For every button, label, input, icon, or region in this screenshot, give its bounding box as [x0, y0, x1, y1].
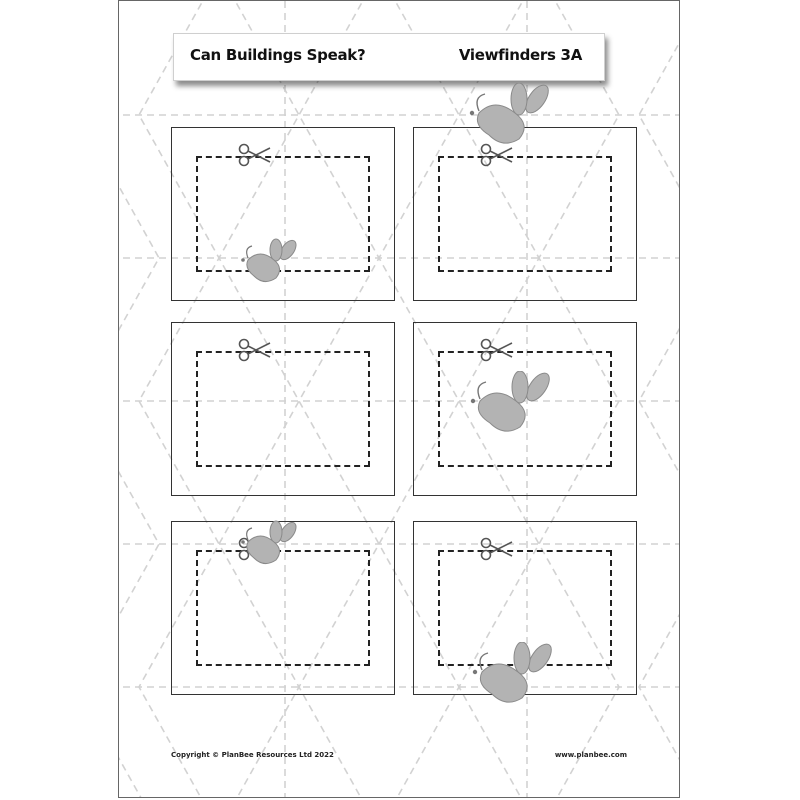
worksheet-title: Can Buildings Speak?	[190, 46, 366, 64]
viewfinder-card-4	[413, 322, 637, 496]
viewfinder-card-5	[171, 521, 395, 695]
bee-icon	[468, 642, 558, 708]
title-banner	[173, 33, 605, 81]
copyright-notice: Copyright © PlanBee Resources Ltd 2022	[171, 751, 334, 759]
scissors-icon	[238, 142, 272, 168]
viewfinder-card-3	[171, 322, 395, 496]
viewfinder-card-1	[171, 127, 395, 301]
bee-icon	[465, 83, 555, 149]
worksheet-page	[118, 0, 680, 798]
bee-icon	[238, 238, 300, 286]
bee-icon	[466, 371, 556, 437]
website-link[interactable]: www.planbee.com	[554, 751, 627, 759]
sheet-label: Viewfinders 3A	[458, 46, 582, 64]
viewfinder-card-2	[413, 127, 637, 301]
viewfinder-card-6	[413, 521, 637, 695]
scissors-icon	[480, 337, 514, 363]
cut-line	[196, 351, 370, 467]
scissors-icon	[480, 536, 514, 562]
cut-line	[438, 156, 612, 272]
bee-icon	[238, 520, 300, 568]
scissors-icon	[238, 337, 272, 363]
